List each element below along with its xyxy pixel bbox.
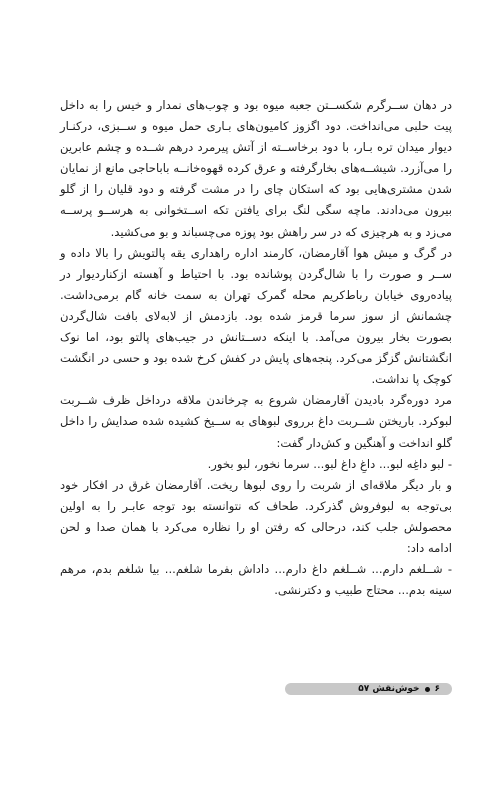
paragraph: مرد دوره‌گرد بادیدن آقارمضان شروع به چرخاندن ملاقه درداخل ظرف شــربت لبوکرد. باریختن شــربت داغ برروی لبوهای به ســیخ کشیده شده صدایش را داخل گلو انداخت و آهنگین و کش‌دار گفت: (60, 393, 452, 450)
dialogue-line: - شــلغم دارم... شــلغم داغ دارم... داداش بفرما شلغم... بیا شلغم بدم، مرهم سینه بدم... محتاج طبیب و دکترنشی. (60, 562, 452, 598)
page-number: ۶ (434, 684, 440, 694)
page-footer (0, 681, 500, 697)
paragraph: در دهان ســرگرم شکســتن جعبه میوه بود و چوب‌های نمدار و خیس را به داخل پیت حلبی می‌انداخت. دود اگزوز کامیون‌های بـاری حمل میوه و ســبزی، درکنـار دیوار میدان تره بـار، با دود برخاســته از آتش پیرمرد درهم شــده و چشم عابرین را می‌آزرد. شیشــه‌های بخارگرفته و عرق کرده قهوه‌خانــه باباحاجی مانع از نمایان شدن مشتری‌هایی بود که استکان چای را در مشت گرفته و دود قلیان را از گلو بیرون می‌دادند. ماچه سگی لنگ برای یافتن تکه اســتخوانی به هرســو پرســه می‌زد و به هرچیزی که در سر راهش بود پوزه می‌چسباند و بو می‌کشید. (60, 98, 452, 239)
dialogue-line: - لبو داغِه لبو... داغِ داغ لبو... سرما نخور، لبو بخور. (207, 456, 452, 471)
footer-label (358, 681, 440, 697)
paragraph: و بار دیگر ملاقه‌ای از شربت را روی لبوها ریخت. آقارمضان غرق در افکار خود بی‌توجه به لبوفروش گذرکرد. طحاف که نتوانسته بود توجه عابـر را به اولین محصولش جلب کند، درحالی که رفتن او را نظاره می‌کرد با همان صدا و لحن ادامه داد: (60, 477, 452, 555)
book-title: خوش‌نقش ۵۷ (358, 684, 420, 694)
body-text (60, 95, 452, 601)
paragraph: در گرگ و میش هوا آقارمضان، کارمند اداره راهداری یقه پالتویش را بالا داده و ســر و صورت را با شال‌گردن پوشانده بود. با احتیاط و آهسته ازکناردیوار در پیاده‌روی خیابان رباط‌کریم محله گمرک تهران به سمت خانه گام برمی‌داشت. چشمانش از سوز سرما قرمز شده بود. بازدمش از لابه‌لای بافت شال‌گردن بصورت بخار بیرون می‌آمد. با اینکه دســتانش در جیب‌های پالتو بود، اما نوک انگشتانش گزگز می‌کرد. پنجه‌های پایش در کفش کرخ شده بود و حسی در انگشت کوچک پا نداشت. (60, 245, 452, 387)
bullet-icon (425, 687, 430, 692)
